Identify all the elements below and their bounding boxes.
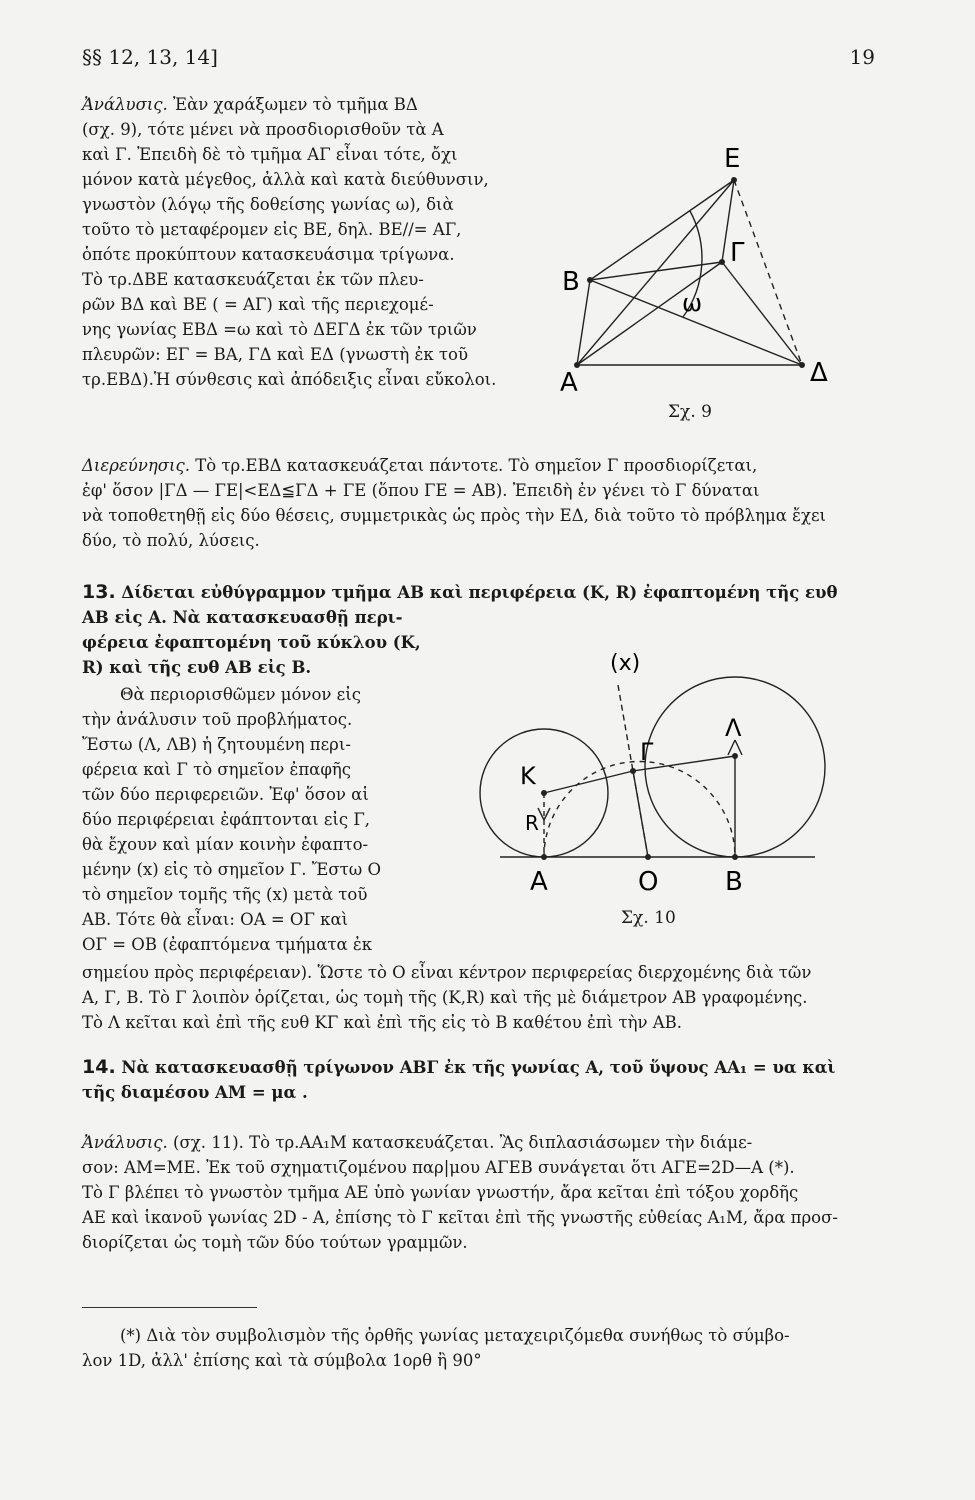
analysis-paragraph — [82, 92, 512, 392]
point-g — [719, 259, 725, 265]
text-line: φέρεια ἐφαπτομένη τοῦ κύκλου (Κ, — [82, 633, 421, 652]
point-b — [587, 277, 593, 283]
text-line: R) καὶ τῆς ευθ ΑΒ εἰς Β. — [82, 658, 312, 677]
label-omega: ω — [682, 289, 703, 317]
text-line: νὰ τοποθετηθῇ εἰς δύο θέσεις, συμμετρικὰς ὡς πρὸς τὴν ΕΔ, διὰ τοῦτο τὸ πρόβλημα ἔχει — [82, 506, 826, 525]
text-line: φέρεια καὶ Γ τὸ σημεῖον ἐπαφῆς — [82, 760, 351, 779]
text-line: Διερεύνησις. Τὸ τρ.ΕΒΔ κατασκευάζεται πάντοτε. Τὸ σημεῖον Γ προσδιορίζεται, — [82, 456, 758, 475]
text-line: Ἔστω (Λ, ΛΒ) ἡ ζητουμένη περι- — [82, 735, 351, 754]
line-kg — [544, 771, 633, 793]
text-line: μένην (x) εἰς τὸ σημεῖον Γ. Ἔστω Ο — [82, 860, 381, 879]
label-l: Λ — [725, 714, 742, 742]
text-line: μόνον κατὰ μέγεθος, ἀλλὰ καὶ κατὰ διεύθυνσιν, — [82, 170, 489, 189]
figure-9 — [540, 125, 875, 415]
text-line: Θὰ περιορισθῶμεν μόνον εἰς — [120, 685, 361, 704]
problem-14-analysis — [82, 1130, 877, 1255]
text-line: 14. Νὰ κατασκευασθῇ τρίγωνον ΑΒΓ ἐκ τῆς γωνίας Α, τοῦ ὕψους ΑΑ₁ = υα καὶ — [82, 1056, 836, 1078]
section-reference: §§ 12, 13, 14] — [82, 45, 218, 69]
text-line: Τὸ Λ κεῖται καὶ ἐπὶ τῆς ευθ ΚΓ καὶ ἐπὶ τῆς εἰς τὸ Β καθέτου ἐπὶ τὴν ΑΒ. — [82, 1013, 683, 1032]
problem-14-title — [82, 1055, 877, 1105]
analysis-label: Ἀνάλυσις. — [82, 1133, 168, 1152]
text-line: (*) Διὰ τὸν συμβολισμὸν τῆς ὀρθῆς γωνίας μεταχειριζόμεθα συνήθως τὸ σύμβο- — [120, 1326, 790, 1345]
label-o: Ο — [638, 867, 659, 897]
discussion-paragraph — [82, 453, 877, 553]
text-line: τὸ σημεῖον τομῆς τῆς (x) μετὰ τοῦ — [82, 885, 368, 904]
text-line: ΑΒ. Τότε θὰ εἶναι: ΟΑ = ΟΓ καὶ — [82, 910, 349, 929]
text-line: καὶ Γ. Ἐπειδὴ δὲ τὸ τμῆμα ΑΓ εἶναι τότε, ὄχι — [82, 145, 458, 164]
text-line: τὴν ἀνάλυσιν τοῦ προβλήματος. — [82, 710, 353, 729]
point-k — [541, 790, 547, 796]
label-a: Α — [530, 867, 548, 897]
text-line: γνωστὸν (λόγῳ τῆς δοθείσης γωνίας ω), διὰ — [82, 195, 454, 214]
label-b: Β — [562, 267, 580, 297]
text-line: ἐφ' ὅσον |ΓΔ — ΓΕ|<ΕΔ≦ΓΔ + ΓΕ (ὅπου ΓΕ = ΑΒ). Ἐπειδὴ ἐν γένει τὸ Γ δύναται — [82, 481, 760, 500]
text-line: τρ.ΕΒΔ).Ἡ σύνθεσις καὶ ἀπόδειξις εἶναι εὔκολοι. — [82, 370, 497, 389]
text-line: θὰ ἔχουν καὶ μίαν κοινὴν ἐφαπτο- — [82, 835, 369, 854]
text-line: ὁπότε προκύπτουν κατασκευάσιμα τρίγωνα. — [82, 245, 455, 264]
text-line: πλευρῶν: ΕΓ = ΒΑ, ΓΔ καὶ ΕΔ (γνωστὴ ἐκ τοῦ — [82, 345, 469, 364]
label-k: Κ — [520, 762, 536, 790]
label-r: R — [525, 811, 539, 835]
text-line: τοῦτο τὸ μεταφέρομεν εἰς ΒΕ, δηλ. ΒΕ//= ΑΓ, — [82, 220, 462, 239]
discussion-label: Διερεύνησις. — [82, 456, 190, 475]
point-o — [645, 854, 651, 860]
text-line: δύο, τὸ πολύ, λύσεις. — [82, 531, 260, 550]
text-line: λον 1D, ἀλλ' ἐπίσης καὶ τὰ σύμβολα 1ορθ ἢ 90° — [82, 1351, 482, 1370]
page-number: 19 — [849, 45, 875, 69]
text-line: Α, Γ, Β. Τὸ Γ λοιπὸν ὁρίζεται, ὡς τομὴ τῆς (Κ,R) καὶ τῆς μὲ διάμετρον ΑΒ γραφομένης. — [82, 988, 808, 1007]
line-go — [633, 771, 648, 857]
text-line: ρῶν ΒΔ καὶ ΒΕ ( = ΑΓ) καὶ τῆς περιεχομέ- — [82, 295, 434, 314]
text-line: σον: ΑΜ=ΜΕ. Ἐκ τοῦ σχηματιζομένου παρ|μου ΑΓΕΒ συνάγεται ὅτι ΑΓΕ=2D—Α (*). — [82, 1158, 795, 1177]
page-header — [82, 45, 875, 75]
problem-14-number: 14. — [82, 1056, 116, 1078]
line-ed-dashed — [734, 180, 802, 365]
point-g — [630, 768, 636, 774]
figure-10 — [470, 640, 875, 920]
point-b — [732, 854, 738, 860]
text-line: τῶν δύο περιφερειῶν. Ἐφ' ὅσον αἱ — [82, 785, 369, 804]
label-g: Γ — [640, 738, 654, 766]
label-g: Γ — [730, 238, 745, 268]
text-line: διορίζεται ὡς τομὴ τῶν δύο τούτων γραμμῶν. — [82, 1233, 468, 1252]
footnote-divider — [82, 1307, 257, 1308]
text-line: Ἀνάλυσις. Ἐὰν χαράξωμεν τὸ τμῆμα ΒΔ — [82, 95, 418, 114]
problem-13-number: 13. — [82, 581, 116, 603]
figure-9-caption: Σχ. 9 — [668, 402, 712, 422]
label-b: Β — [725, 867, 743, 897]
label-e: Ε — [724, 144, 741, 174]
label-a: Α — [560, 368, 578, 398]
analysis-label: Ἀνάλυσις. — [82, 95, 168, 114]
text-line: Ἀνάλυσις. (σχ. 11). Τὸ τρ.ΑΑ₁Μ κατασκευάζεται. Ἂς διπλασιάσωμεν τὴν διάμε- — [82, 1133, 753, 1152]
point-l — [732, 753, 738, 759]
point-e — [731, 177, 737, 183]
text-line: ΑΒ εἰς Α. Νὰ κατασκευασθῇ περι- — [82, 608, 403, 627]
problem-13-conclusion — [82, 960, 877, 1035]
point-a — [541, 854, 547, 860]
text-line: (σχ. 9), τότε μένει νὰ προσδιορισθοῦν τὰ Α — [82, 120, 444, 139]
text-line: νης γωνίας ΕΒΔ =ω καὶ τὸ ΔΕΓΔ ἐκ τῶν τριῶν — [82, 320, 477, 339]
problem-13-body — [82, 682, 512, 957]
arrow-l — [728, 740, 742, 755]
text-line: ΑΕ καὶ ἱκανοῦ γωνίας 2D - Α, ἐπίσης τὸ Γ κεῖται ἐπὶ τῆς γνωστῆς εὐθείας Α₁Μ, ἄρα προσ- — [82, 1208, 838, 1227]
figure-10-caption: Σχ. 10 — [621, 908, 676, 928]
footnote — [82, 1323, 877, 1373]
text-line: Τὸ Γ βλέπει τὸ γνωστὸν τμῆμα ΑΕ ὑπὸ γωνίαν γνωστήν, ἄρα κεῖται ἐπὶ τόξου χορδῆς — [82, 1183, 799, 1202]
text-line: Τὸ τρ.ΔΒΕ κατασκευάζεται ἐκ τῶν πλευ- — [82, 270, 424, 289]
text-line: σημείου πρὸς περιφέρειαν). Ὥστε τὸ Ο εἶναι κέντρον περιφερείας διερχομένης διὰ τῶν — [82, 963, 812, 982]
label-d: Δ — [810, 358, 828, 388]
text-line: ΟΓ = ΟΒ (ἐφαπτόμενα τμήματα ἐκ — [82, 935, 373, 954]
label-x: (x) — [610, 651, 641, 676]
text-line: δύο περιφέρειαι ἐφάπτονται εἰς Γ, — [82, 810, 371, 829]
point-d — [799, 362, 805, 368]
text-line: τῆς διαμέσου ΑΜ = μα . — [82, 1083, 308, 1102]
text-line: 13. Δίδεται εὐθύγραμμον τμῆμα ΑΒ καὶ περιφέρεια (Κ, R) ἐφαπτομένη τῆς ευθ — [82, 581, 838, 603]
